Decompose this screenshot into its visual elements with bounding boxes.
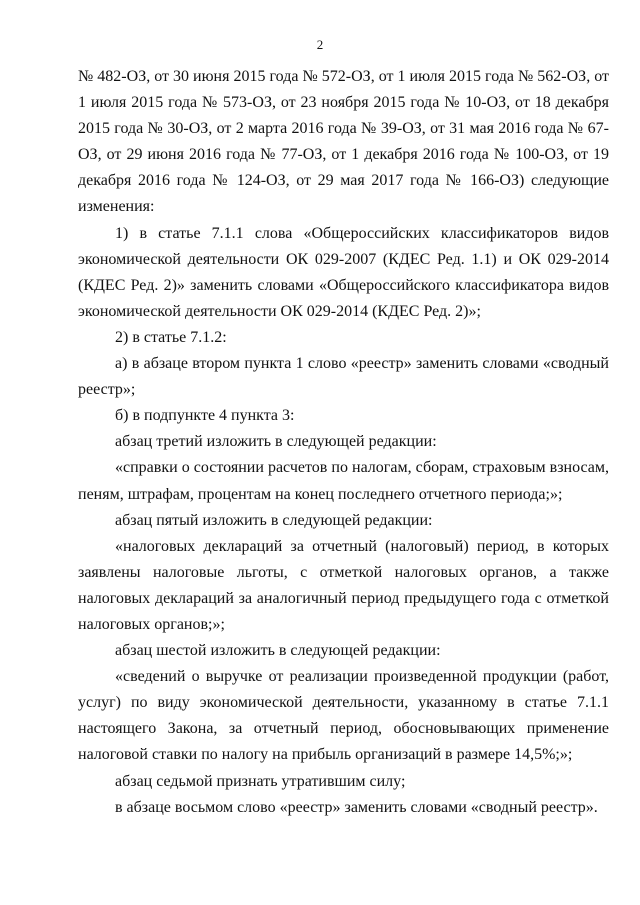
paragraph-abzac-5-instruction: абзац пятый изложить в следующей редакции: bbox=[115, 511, 433, 529]
paragraph-abzac-3-text: «справки о состоянии расчетов по налогам, сборам, страховым взносам, пеням, штрафам, процентам на конец последнего отчетного периода;»; bbox=[78, 459, 609, 503]
document-body bbox=[78, 64, 609, 821]
paragraph-subitem-a: а) в абзаце втором пункта 1 слово «реестр» заменить словами «сводный реестр»; bbox=[78, 355, 609, 399]
paragraph-abzac-6-instruction: абзац шестой изложить в следующей редакции: bbox=[115, 642, 441, 660]
paragraph-amended-laws-list: № 482-ОЗ, от 30 июня 2015 года № 572-ОЗ, от 1 июля 2015 года № 562-ОЗ, от 1 июля 2015 года № 573-ОЗ, от 23 ноября 2015 года № 10-ОЗ, от 18 декабря 2015 года № 30-ОЗ, от 2 марта 2016 года № 39-ОЗ, от 31 мая 2016 года № 67-ОЗ, от 29 июня 2016 года № 77-ОЗ, от 1 декабря 2016 года № 100-ОЗ, от 19 декабря 2016 года № 124-ОЗ, от 29 мая 2017 года № 166-ОЗ) следующие изменения: bbox=[78, 68, 609, 216]
paragraph-abzac-8: в абзаце восьмом слово «реестр» заменить словами «сводный реестр». bbox=[115, 798, 598, 816]
paragraph-item-2: 2) в статье 7.1.2: bbox=[115, 328, 227, 346]
paragraph-abzac-5-text: «налоговых деклараций за отчетный (налоговый) период, в которых заявлены налоговые льготы, с отметкой налоговых органов, а также налоговых деклараций за аналогичный период предыдущего года с отметкой налоговых органов;»; bbox=[78, 537, 609, 633]
page-number: 2 bbox=[316, 37, 324, 52]
paragraph-abzac-6-text: «сведений о выручке от реализации произведенной продукции (работ, услуг) по виду экономической деятельности, указанному в статье 7.1.1 настоящего Закона, за отчетный период, обосновывающих применение налоговой ставки по налогу на прибыль организаций в размере 14,5%;»; bbox=[78, 668, 609, 764]
paragraph-item-1: 1) в статье 7.1.1 слова «Общероссийских классификаторов видов экономической деятельности ОК 029-2007 (КДЕС Ред. 1.1) и ОК 029-2014 (КДЕС Ред. 2)» заменить словами «Общероссийского классификатора видов экономической деятельности ОК 029-2014 (КДЕС Ред. 2)»; bbox=[78, 224, 609, 320]
paragraph-abzac-3-instruction: абзац третий изложить в следующей редакции: bbox=[115, 433, 437, 451]
paragraph-subitem-b: б) в подпункте 4 пункта 3: bbox=[115, 407, 295, 425]
paragraph-abzac-7: абзац седьмой признать утратившим силу; bbox=[115, 772, 406, 790]
